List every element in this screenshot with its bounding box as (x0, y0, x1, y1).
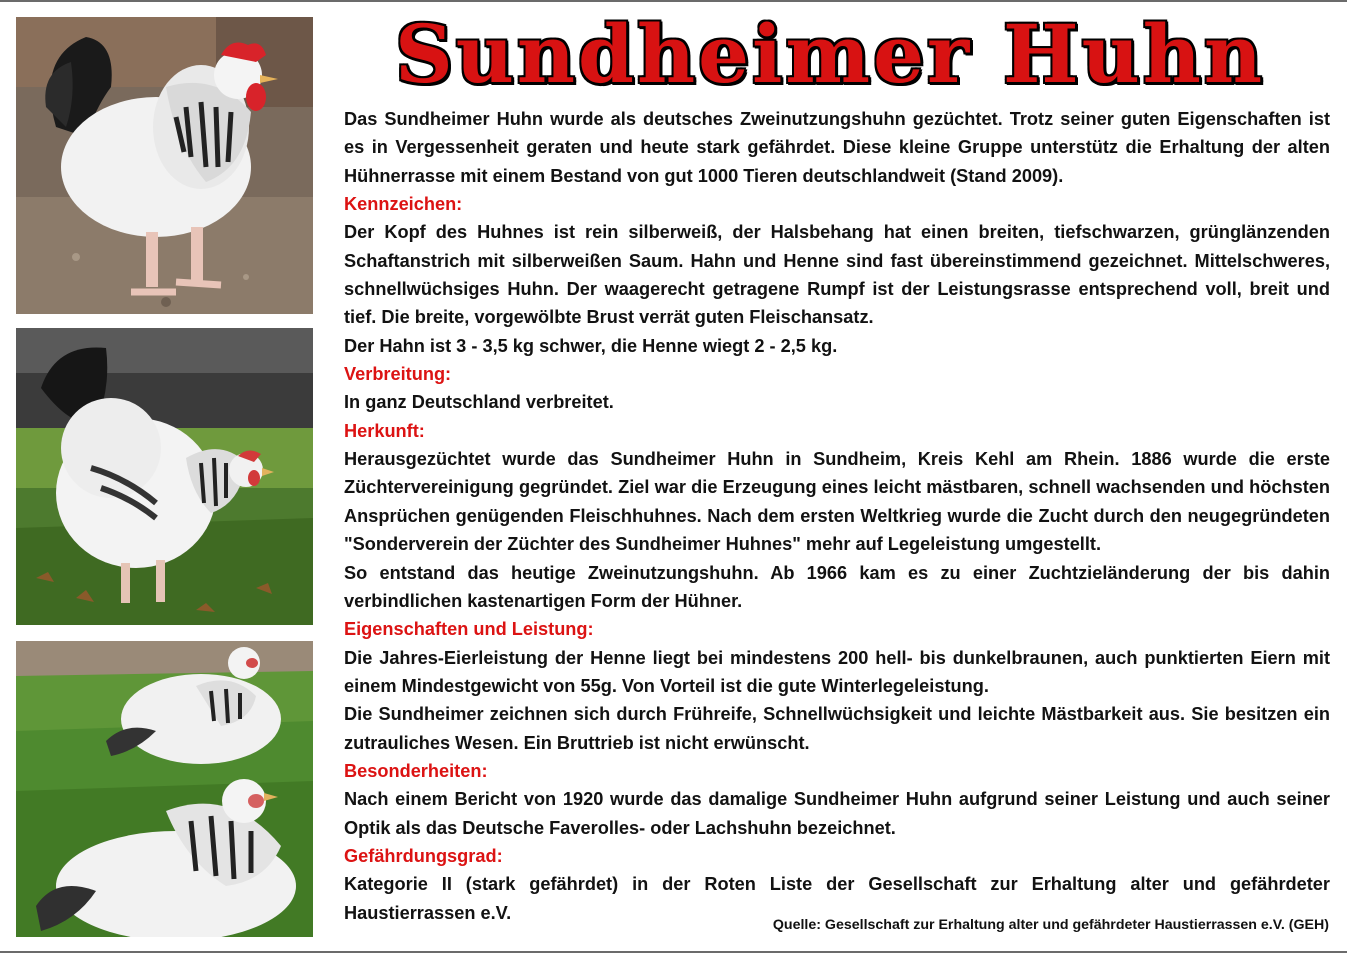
intro-paragraph: Das Sundheimer Huhn wurde als deutsches Zweinutzungshuhn gezüchtet. Trotz seiner guten Eigenschaften ist es in Vergessenheit geraten und heute stark gefährdet. Diese kleine Gruppe unterstütz die Erhaltung der alten Hühnerrasse mit einem Bestand von gut 1000 Tieren deutschlandweit (Stand 2009). (344, 109, 1330, 186)
photo-rooster (16, 17, 313, 314)
herkunft-paragraph-1: Herausgezüchtet wurde das Sundheimer Huhn in Sundheim, Kreis Kehl am Rhein. 1886 wurde die erste Züchtervereinigung gegründet. Ziel war die Erzeugung eines leicht mästbaren, schnell wachsenden und höchsten Ansprüchen genügenden Fleischhuhnes. Nach dem ersten Weltkrieg wurde die Zucht durch den neugegründeten "Sonderverein der Züchter des Sundheimer Huhnes" mehr auf Legeleistung umgestellt. (344, 449, 1330, 555)
heading-eigenschaften: Eigenschaften und Leistung: (344, 619, 594, 640)
kennzeichen-paragraph: Der Kopf des Huhnes ist rein silberweiß, der Halsbehang hat einen breiten, tiefschwarzen, grünglänzenden Schaftanstrich mit silberweißen Saum. Hahn und Henne sind fast übereinstimmend gezeichnet. Mittelschweres, schnellwüchsiges Huhn. Der waagerecht getragene Rumpf ist der Leistungsrasse entsprechend voll, breit und tief. Die breite, vorgewölbte Brust verrät guten Fleischansatz. (344, 222, 1330, 328)
gefaehrdungsgrad-paragraph: Kategorie II (stark gefährdet) in der Roten Liste der Gesellschaft zur Erhaltung alter und gefährdeter Haustierrassen e.V. (344, 874, 1330, 923)
heading-kennzeichen: Kennzeichen: (344, 194, 463, 215)
herkunft-paragraph-2: So entstand das heutige Zweinutzungshuhn. Ab 1966 kam es zu einer Zuchtzieländerung der bis dahin verbindlichen kastenartigen Form der Hühner. (344, 562, 1330, 611)
source-citation: Quelle: Gesellschaft zur Erhaltung alter und gefährdeter Haustierrassen e.V. (GEH) (772, 917, 1329, 933)
top-border (0, 0, 1347, 2)
page-title: Sundheimer Huhn (394, 7, 1266, 101)
eigenschaften-paragraph-1: Die Jahres-Eierleistung der Henne liegt bei mindestens 200 hell- bis dunkelbraunen, auch punktierten Eiern mit einem Mindestgewicht von 55g. Von Vorteil ist die gute Winterlegeleistung. (344, 647, 1330, 696)
heading-besonderheiten: Besonderheiten: (344, 760, 488, 781)
photo-two-hens-resting (16, 641, 313, 937)
main-text (344, 105, 1330, 927)
verbreitung-paragraph: In ganz Deutschland verbreitet. (344, 392, 614, 413)
photo-hen-on-grass (16, 328, 313, 625)
heading-verbreitung: Verbreitung: (344, 364, 452, 385)
heading-gefaehrdungsgrad: Gefährdungsgrad: (344, 845, 503, 866)
bottom-border (0, 951, 1347, 953)
kennzeichen-weight: Der Hahn ist 3 - 3,5 kg schwer, die Henne wiegt 2 - 2,5 kg. (344, 335, 838, 356)
eigenschaften-paragraph-2: Die Sundheimer zeichnen sich durch Frühreife, Schnellwüchsigkeit und leichte Mästbarkeit aus. Sie besitzen ein zutrauliches Wesen. Ein Bruttrieb ist nicht erwünscht. (344, 704, 1330, 753)
heading-herkunft: Herkunft: (344, 420, 425, 441)
besonderheiten-paragraph: Nach einem Bericht von 1920 wurde das damalige Sundheimer Huhn aufgrund seiner Leistung und auch seiner Optik als das Deutsche Faverolles- oder Lachshuhn bezeichnet. (344, 789, 1330, 838)
